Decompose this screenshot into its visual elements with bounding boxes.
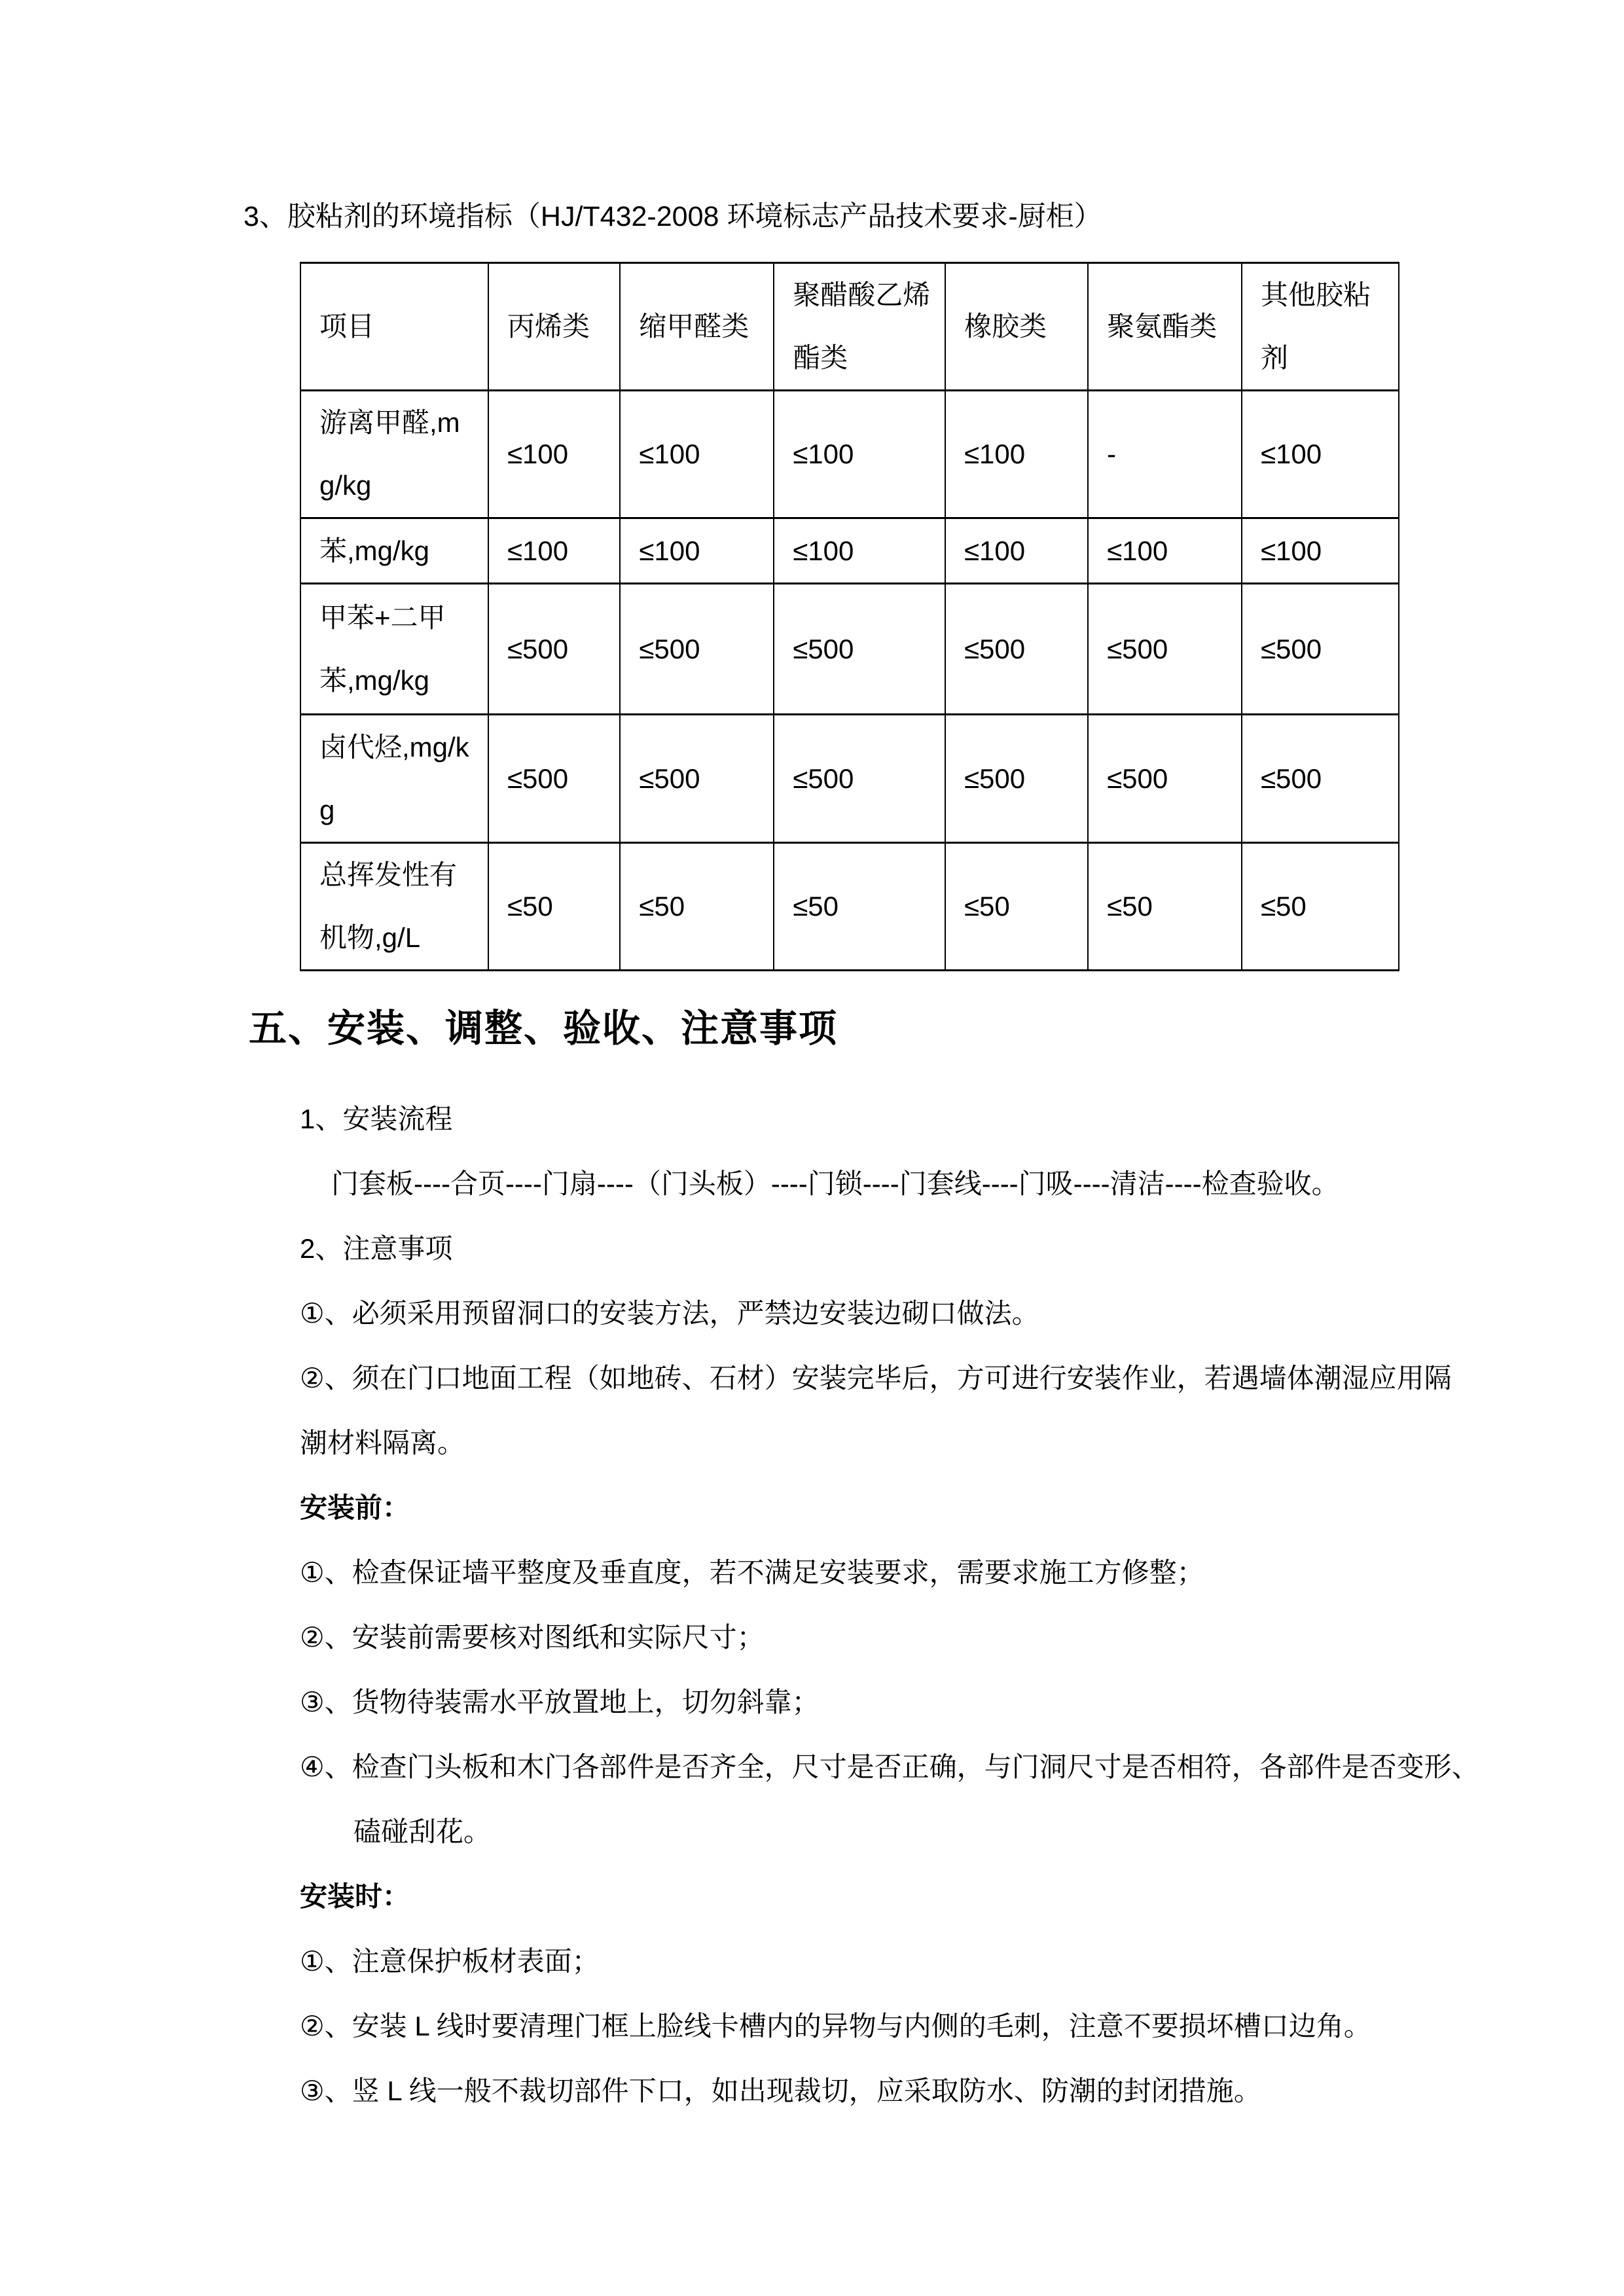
table-row — [300, 715, 1399, 843]
table-row — [300, 584, 1399, 715]
value-cell: ≤500 — [1242, 584, 1399, 715]
value-cell: ≤100 — [1088, 518, 1242, 584]
value-cell: ≤500 — [1088, 584, 1242, 715]
adhesive-limits-table — [300, 262, 1399, 971]
value-cell: ≤100 — [774, 518, 945, 584]
before-install-item-1: ①、检查保证墙平整度及垂直度，若不满足安装要求，需要求施工方修整； — [300, 1557, 1204, 1588]
before-install-item-4-continued: 磕碰刮花。 — [353, 1816, 492, 1847]
value-cell: ≤100 — [774, 391, 945, 518]
value-cell: ≤50 — [945, 843, 1088, 971]
table-header-row — [300, 263, 1399, 391]
precaution-item-2: ②、须在门口地面工程（如地砖、石材）安装完毕后，方可进行安装作业，若遇墙体潮湿应用隔 — [300, 1363, 1452, 1393]
value-cell: ≤500 — [488, 715, 620, 843]
value-cell: ≤500 — [620, 584, 774, 715]
value-cell: ≤50 — [774, 843, 945, 971]
section5-heading: 五、安装、调整、验收、注意事项 — [249, 1007, 839, 1050]
value-cell: ≤100 — [620, 518, 774, 584]
row-label-cell: 游离甲醛,mg/kg — [300, 391, 488, 518]
before-install-label: 安装前： — [300, 1492, 410, 1523]
before-install-item-2: ②、安装前需要核对图纸和实际尺寸； — [300, 1622, 765, 1653]
value-cell: ≤100 — [945, 391, 1088, 518]
value-cell: ≤100 — [1242, 391, 1399, 518]
value-cell: ≤500 — [945, 715, 1088, 843]
section3-title: 3、胶粘剂的环境指标（HJ/T432-2008 环境标志产品技术要求-厨柜） — [244, 201, 1102, 232]
precaution-item-1: ①、必须采用预留洞口的安装方法，严禁边安装边砌口做法。 — [300, 1298, 1039, 1329]
header-cell: 聚氨酯类 — [1088, 263, 1242, 391]
value-cell: ≤50 — [620, 843, 774, 971]
value-cell: ≤50 — [488, 843, 620, 971]
before-install-item-3: ③、货物待装需水平放置地上，切勿斜靠； — [300, 1687, 820, 1717]
during-install-item-3: ③、竖 L 线一般不裁切部件下口，如出现裁切，应采取防水、防潮的封闭措施。 — [300, 2075, 1261, 2106]
header-cell: 其他胶粘剂 — [1242, 263, 1399, 391]
installation-notes — [300, 1086, 1532, 2123]
value-cell: ≤100 — [488, 391, 620, 518]
subsection-title-precautions: 2、注意事项 — [300, 1233, 453, 1264]
header-cell: 橡胶类 — [945, 263, 1088, 391]
row-label-cell: 总挥发性有机物,g/L — [300, 843, 488, 971]
value-cell: ≤500 — [774, 584, 945, 715]
value-cell: ≤100 — [620, 391, 774, 518]
during-install-item-1: ①、注意保护板材表面； — [300, 1946, 600, 1977]
value-cell: - — [1088, 391, 1242, 518]
row-label-cell: 苯,mg/kg — [300, 518, 488, 584]
table-row — [300, 391, 1399, 518]
row-label-cell: 卤代烃,mg/kg — [300, 715, 488, 843]
during-install-item-2: ②、安装 L 线时要清理门框上脸线卡槽内的异物与内侧的毛刺，注意不要损坏槽口边角。 — [300, 2011, 1371, 2041]
table-row — [300, 843, 1399, 971]
subsection-title-install-process: 1、安装流程 — [300, 1103, 453, 1134]
table-row — [300, 518, 1399, 584]
header-cell: 缩甲醛类 — [620, 263, 774, 391]
value-cell: ≤500 — [945, 584, 1088, 715]
value-cell: ≤500 — [1242, 715, 1399, 843]
value-cell: ≤100 — [945, 518, 1088, 584]
row-label-cell: 甲苯+二甲苯,mg/kg — [300, 584, 488, 715]
before-install-item-4: ④、检查门头板和木门各部件是否齐全，尺寸是否正确，与门洞尺寸是否相符，各部件是否变形、 — [300, 1751, 1479, 1782]
value-cell: ≤500 — [620, 715, 774, 843]
value-cell: ≤100 — [488, 518, 620, 584]
value-cell: ≤100 — [1242, 518, 1399, 584]
header-cell: 项目 — [300, 263, 488, 391]
value-cell: ≤500 — [1088, 715, 1242, 843]
value-cell: ≤500 — [488, 584, 620, 715]
value-cell: ≤50 — [1242, 843, 1399, 971]
installation-flow-line: 门套板----合页----门扇----（门头板）----门锁----门套线----门吸----清洁----检查验收。 — [331, 1168, 1339, 1199]
during-install-label: 安装时： — [300, 1881, 410, 1912]
value-cell: ≤500 — [774, 715, 945, 843]
header-cell: 丙烯类 — [488, 263, 620, 391]
header-cell: 聚醋酸乙烯酯类 — [774, 263, 945, 391]
value-cell: ≤50 — [1088, 843, 1242, 971]
precaution-item-2-continued: 潮材料隔离。 — [300, 1427, 465, 1458]
